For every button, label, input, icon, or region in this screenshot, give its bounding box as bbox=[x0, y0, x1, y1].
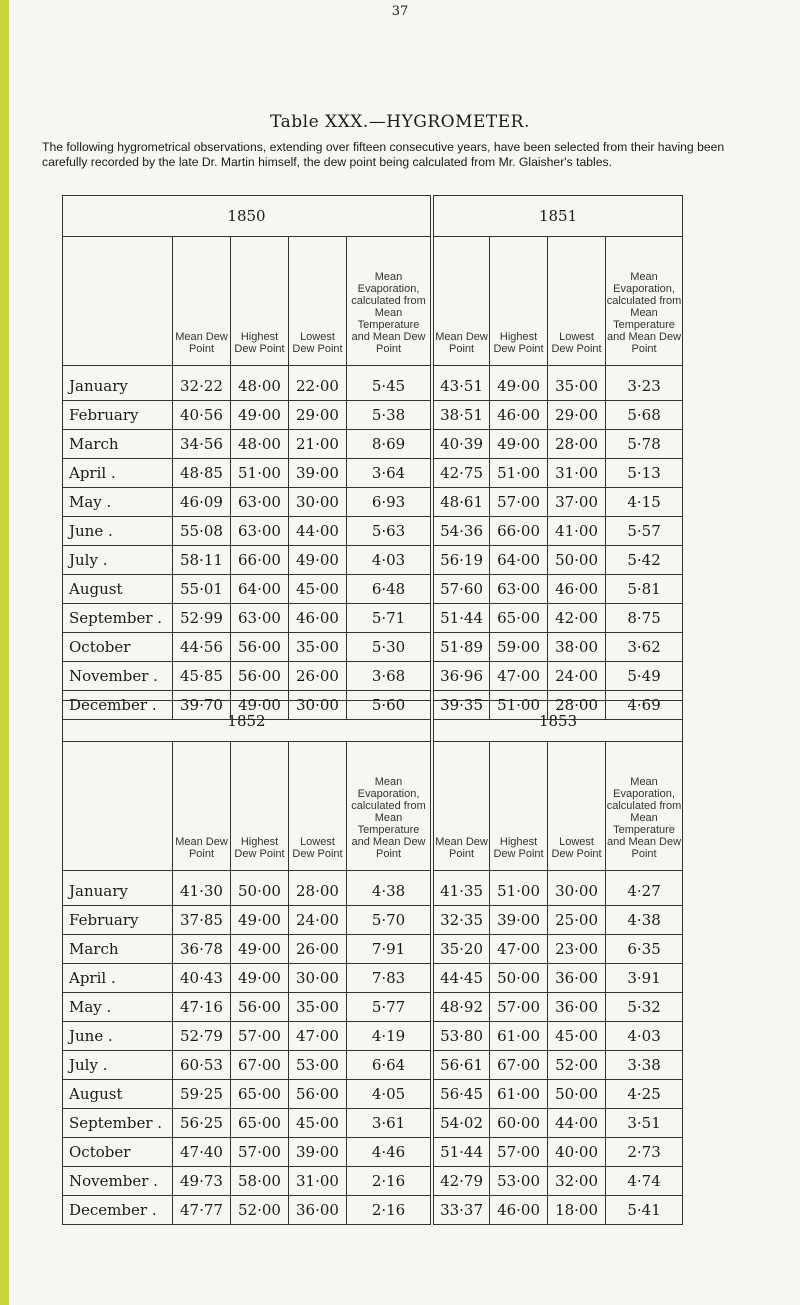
value-cell: 52·79 bbox=[173, 1022, 231, 1051]
value-cell: 51·44 bbox=[434, 1138, 490, 1167]
value-cell: 58·00 bbox=[231, 1167, 289, 1196]
table-row bbox=[63, 604, 683, 633]
value-cell: 36·00 bbox=[289, 1196, 347, 1225]
value-cell: 52·99 bbox=[173, 604, 231, 633]
value-cell: 23·00 bbox=[548, 935, 606, 964]
value-cell: 49·00 bbox=[231, 401, 289, 430]
value-cell: 3·64 bbox=[347, 459, 431, 488]
value-cell: 46·00 bbox=[289, 604, 347, 633]
hygrometer-table-1852-1853 bbox=[62, 700, 683, 1225]
value-cell: 66·00 bbox=[490, 517, 548, 546]
value-cell: 24·00 bbox=[548, 662, 606, 691]
value-cell: 6·35 bbox=[606, 935, 683, 964]
value-cell: 57·00 bbox=[231, 1138, 289, 1167]
table-row bbox=[63, 1051, 683, 1080]
value-cell: 18·00 bbox=[548, 1196, 606, 1225]
value-cell: 43·51 bbox=[434, 366, 490, 401]
value-cell: 36·96 bbox=[434, 662, 490, 691]
column-header: Mean Dew Point bbox=[173, 742, 231, 871]
month-label: September . bbox=[63, 1109, 173, 1138]
page-title: Table XXX.—HYGROMETER. bbox=[270, 112, 530, 132]
table-row bbox=[63, 517, 683, 546]
value-cell: 31·00 bbox=[289, 1167, 347, 1196]
value-cell: 56·00 bbox=[289, 1080, 347, 1109]
value-cell: 56·00 bbox=[231, 633, 289, 662]
value-cell: 67·00 bbox=[231, 1051, 289, 1080]
value-cell: 5·49 bbox=[606, 662, 683, 691]
value-cell: 3·62 bbox=[606, 633, 683, 662]
value-cell: 4·15 bbox=[606, 488, 683, 517]
value-cell: 7·83 bbox=[347, 964, 431, 993]
value-cell: 3·38 bbox=[606, 1051, 683, 1080]
value-cell: 5·45 bbox=[347, 366, 431, 401]
value-cell: 6·93 bbox=[347, 488, 431, 517]
value-cell: 65·00 bbox=[490, 604, 548, 633]
table-row bbox=[63, 1080, 683, 1109]
table-row bbox=[63, 1196, 683, 1225]
value-cell: 5·30 bbox=[347, 633, 431, 662]
value-cell: 30·00 bbox=[289, 964, 347, 993]
column-header: Mean Dew Point bbox=[434, 742, 490, 871]
table-row bbox=[63, 575, 683, 604]
value-cell: 57·00 bbox=[231, 1022, 289, 1051]
value-cell: 67·00 bbox=[490, 1051, 548, 1080]
value-cell: 25·00 bbox=[548, 906, 606, 935]
value-cell: 63·00 bbox=[231, 517, 289, 546]
value-cell: 39·00 bbox=[289, 459, 347, 488]
intro-text: The following hygrometrical observations, extending over fifteen consecutive years, have been selected from their having been carefully recorded by the late Dr. Martin himself, the dew point being calculated from Mr. Glaisher's tables. bbox=[42, 140, 725, 169]
value-cell: 38·51 bbox=[434, 401, 490, 430]
value-cell: 51·44 bbox=[434, 604, 490, 633]
value-cell: 59·00 bbox=[490, 633, 548, 662]
value-cell: 52·00 bbox=[231, 1196, 289, 1225]
month-label: October bbox=[63, 633, 173, 662]
value-cell: 51·00 bbox=[231, 459, 289, 488]
value-cell: 37·85 bbox=[173, 906, 231, 935]
value-cell: 63·00 bbox=[231, 488, 289, 517]
value-cell: 3·91 bbox=[606, 964, 683, 993]
month-label: August bbox=[63, 575, 173, 604]
table-row bbox=[63, 906, 683, 935]
value-cell: 5·81 bbox=[606, 575, 683, 604]
value-cell: 44·45 bbox=[434, 964, 490, 993]
value-cell: 55·01 bbox=[173, 575, 231, 604]
value-cell: 49·00 bbox=[231, 964, 289, 993]
month-label: April . bbox=[63, 459, 173, 488]
value-cell: 6·64 bbox=[347, 1051, 431, 1080]
value-cell: 45·00 bbox=[289, 575, 347, 604]
value-cell: 46·00 bbox=[490, 401, 548, 430]
value-cell: 60·53 bbox=[173, 1051, 231, 1080]
value-cell: 36·00 bbox=[548, 993, 606, 1022]
value-cell: 5·77 bbox=[347, 993, 431, 1022]
value-cell: 5·70 bbox=[347, 906, 431, 935]
hygrometer-table-1850-1851 bbox=[62, 195, 683, 720]
value-cell: 4·25 bbox=[606, 1080, 683, 1109]
month-label: July . bbox=[63, 546, 173, 575]
value-cell: 63·00 bbox=[490, 575, 548, 604]
year-heading: 1851 bbox=[434, 196, 683, 237]
month-label: January bbox=[63, 366, 173, 401]
column-header: Lowest Dew Point bbox=[548, 742, 606, 871]
value-cell: 4·38 bbox=[606, 906, 683, 935]
table-row bbox=[63, 430, 683, 459]
table-row bbox=[63, 871, 683, 906]
value-cell: 22·00 bbox=[289, 366, 347, 401]
table-row bbox=[63, 1138, 683, 1167]
table-row bbox=[63, 1022, 683, 1051]
value-cell: 50·00 bbox=[548, 546, 606, 575]
value-cell: 5·41 bbox=[606, 1196, 683, 1225]
value-cell: 39·00 bbox=[289, 1138, 347, 1167]
value-cell: 8·75 bbox=[606, 604, 683, 633]
value-cell: 56·19 bbox=[434, 546, 490, 575]
column-header: Lowest Dew Point bbox=[548, 237, 606, 366]
value-cell: 37·00 bbox=[548, 488, 606, 517]
value-cell: 30·00 bbox=[289, 488, 347, 517]
value-cell: 35·00 bbox=[548, 366, 606, 401]
column-header: Lowest Dew Point bbox=[289, 742, 347, 871]
value-cell: 29·00 bbox=[548, 401, 606, 430]
value-cell: 55·08 bbox=[173, 517, 231, 546]
value-cell: 2·16 bbox=[347, 1167, 431, 1196]
value-cell: 48·00 bbox=[231, 366, 289, 401]
value-cell: 41·35 bbox=[434, 871, 490, 906]
value-cell: 4·74 bbox=[606, 1167, 683, 1196]
value-cell: 51·00 bbox=[490, 459, 548, 488]
month-label: December . bbox=[63, 1196, 173, 1225]
value-cell: 49·00 bbox=[231, 691, 289, 720]
table-row bbox=[63, 459, 683, 488]
value-cell: 42·00 bbox=[548, 604, 606, 633]
value-cell: 47·77 bbox=[173, 1196, 231, 1225]
value-cell: 39·00 bbox=[490, 906, 548, 935]
table-row bbox=[63, 935, 683, 964]
value-cell: 49·00 bbox=[490, 366, 548, 401]
value-cell: 30·00 bbox=[289, 691, 347, 720]
table-row bbox=[63, 401, 683, 430]
value-cell: 41·00 bbox=[548, 517, 606, 546]
value-cell: 61·00 bbox=[490, 1022, 548, 1051]
value-cell: 65·00 bbox=[231, 1080, 289, 1109]
value-cell: 5·57 bbox=[606, 517, 683, 546]
value-cell: 32·00 bbox=[548, 1167, 606, 1196]
month-label: May . bbox=[63, 993, 173, 1022]
value-cell: 4·03 bbox=[606, 1022, 683, 1051]
value-cell: 66·00 bbox=[231, 546, 289, 575]
value-cell: 30·00 bbox=[548, 871, 606, 906]
value-cell: 2·73 bbox=[606, 1138, 683, 1167]
column-header: Highest Dew Point bbox=[231, 237, 289, 366]
value-cell: 28·00 bbox=[289, 871, 347, 906]
value-cell: 60·00 bbox=[490, 1109, 548, 1138]
value-cell: 56·00 bbox=[231, 662, 289, 691]
value-cell: 39·35 bbox=[434, 691, 490, 720]
year-heading: 1853 bbox=[434, 701, 683, 742]
value-cell: 46·09 bbox=[173, 488, 231, 517]
value-cell: 42·79 bbox=[434, 1167, 490, 1196]
value-cell: 5·71 bbox=[347, 604, 431, 633]
value-cell: 54·36 bbox=[434, 517, 490, 546]
month-label: June . bbox=[63, 517, 173, 546]
value-cell: 36·00 bbox=[548, 964, 606, 993]
value-cell: 51·00 bbox=[490, 691, 548, 720]
value-cell: 39·70 bbox=[173, 691, 231, 720]
value-cell: 3·51 bbox=[606, 1109, 683, 1138]
value-cell: 63·00 bbox=[231, 604, 289, 633]
value-cell: 44·00 bbox=[548, 1109, 606, 1138]
value-cell: 56·45 bbox=[434, 1080, 490, 1109]
value-cell: 48·92 bbox=[434, 993, 490, 1022]
value-cell: 65·00 bbox=[231, 1109, 289, 1138]
value-cell: 5·68 bbox=[606, 401, 683, 430]
value-cell: 4·27 bbox=[606, 871, 683, 906]
value-cell: 35·00 bbox=[289, 633, 347, 662]
value-cell: 3·23 bbox=[606, 366, 683, 401]
table-row bbox=[63, 546, 683, 575]
value-cell: 24·00 bbox=[289, 906, 347, 935]
value-cell: 3·61 bbox=[347, 1109, 431, 1138]
value-cell: 57·00 bbox=[490, 1138, 548, 1167]
value-cell: 38·00 bbox=[548, 633, 606, 662]
month-label: September . bbox=[63, 604, 173, 633]
month-label: December . bbox=[63, 691, 173, 720]
column-header: Highest Dew Point bbox=[490, 237, 548, 366]
value-cell: 53·80 bbox=[434, 1022, 490, 1051]
column-header: Mean Evaporation, calculated from Mean Temperature and Mean Dew Point bbox=[347, 237, 431, 366]
page-edge-bar bbox=[0, 0, 9, 1305]
value-cell: 53·00 bbox=[289, 1051, 347, 1080]
value-cell: 21·00 bbox=[289, 430, 347, 459]
value-cell: 7·91 bbox=[347, 935, 431, 964]
value-cell: 50·00 bbox=[548, 1080, 606, 1109]
month-label: November . bbox=[63, 1167, 173, 1196]
value-cell: 6·48 bbox=[347, 575, 431, 604]
value-cell: 26·00 bbox=[289, 662, 347, 691]
year-heading: 1852 bbox=[63, 701, 431, 742]
column-header: Lowest Dew Point bbox=[289, 237, 347, 366]
value-cell: 34·56 bbox=[173, 430, 231, 459]
value-cell: 47·40 bbox=[173, 1138, 231, 1167]
value-cell: 57·00 bbox=[490, 488, 548, 517]
value-cell: 5·78 bbox=[606, 430, 683, 459]
month-label: February bbox=[63, 401, 173, 430]
month-label: October bbox=[63, 1138, 173, 1167]
value-cell: 49·00 bbox=[231, 906, 289, 935]
value-cell: 32·35 bbox=[434, 906, 490, 935]
value-cell: 33·37 bbox=[434, 1196, 490, 1225]
column-header: Mean Evaporation, calculated from Mean Temperature and Mean Dew Point bbox=[347, 742, 431, 871]
table-row bbox=[63, 366, 683, 401]
month-header-blank bbox=[63, 742, 173, 871]
value-cell: 61·00 bbox=[490, 1080, 548, 1109]
value-cell: 45·85 bbox=[173, 662, 231, 691]
value-cell: 28·00 bbox=[548, 430, 606, 459]
value-cell: 5·60 bbox=[347, 691, 431, 720]
column-header: Mean Dew Point bbox=[434, 237, 490, 366]
column-header: Mean Evaporation, calculated from Mean Temperature and Mean Dew Point bbox=[606, 237, 683, 366]
value-cell: 44·00 bbox=[289, 517, 347, 546]
value-cell: 45·00 bbox=[548, 1022, 606, 1051]
column-header: Mean Dew Point bbox=[173, 237, 231, 366]
value-cell: 4·19 bbox=[347, 1022, 431, 1051]
value-cell: 40·00 bbox=[548, 1138, 606, 1167]
value-cell: 58·11 bbox=[173, 546, 231, 575]
month-label: May . bbox=[63, 488, 173, 517]
value-cell: 44·56 bbox=[173, 633, 231, 662]
value-cell: 5·32 bbox=[606, 993, 683, 1022]
month-label: February bbox=[63, 906, 173, 935]
table-row bbox=[63, 993, 683, 1022]
value-cell: 47·00 bbox=[289, 1022, 347, 1051]
value-cell: 35·20 bbox=[434, 935, 490, 964]
value-cell: 48·00 bbox=[231, 430, 289, 459]
value-cell: 29·00 bbox=[289, 401, 347, 430]
value-cell: 46·00 bbox=[490, 1196, 548, 1225]
value-cell: 2·16 bbox=[347, 1196, 431, 1225]
value-cell: 59·25 bbox=[173, 1080, 231, 1109]
value-cell: 53·00 bbox=[490, 1167, 548, 1196]
value-cell: 51·00 bbox=[490, 871, 548, 906]
value-cell: 54·02 bbox=[434, 1109, 490, 1138]
value-cell: 47·00 bbox=[490, 935, 548, 964]
value-cell: 50·00 bbox=[231, 871, 289, 906]
value-cell: 40·39 bbox=[434, 430, 490, 459]
value-cell: 49·73 bbox=[173, 1167, 231, 1196]
column-header: Highest Dew Point bbox=[490, 742, 548, 871]
value-cell: 47·00 bbox=[490, 662, 548, 691]
value-cell: 5·38 bbox=[347, 401, 431, 430]
value-cell: 64·00 bbox=[490, 546, 548, 575]
value-cell: 49·00 bbox=[231, 935, 289, 964]
value-cell: 4·05 bbox=[347, 1080, 431, 1109]
value-cell: 45·00 bbox=[289, 1109, 347, 1138]
value-cell: 4·38 bbox=[347, 871, 431, 906]
value-cell: 47·16 bbox=[173, 993, 231, 1022]
month-label: January bbox=[63, 871, 173, 906]
value-cell: 5·13 bbox=[606, 459, 683, 488]
month-label: March bbox=[63, 430, 173, 459]
table-row bbox=[63, 964, 683, 993]
value-cell: 48·61 bbox=[434, 488, 490, 517]
value-cell: 36·78 bbox=[173, 935, 231, 964]
month-header-blank bbox=[63, 237, 173, 366]
table-row bbox=[63, 633, 683, 662]
year-heading: 1850 bbox=[63, 196, 431, 237]
value-cell: 4·69 bbox=[606, 691, 683, 720]
value-cell: 5·42 bbox=[606, 546, 683, 575]
value-cell: 26·00 bbox=[289, 935, 347, 964]
value-cell: 48·85 bbox=[173, 459, 231, 488]
value-cell: 64·00 bbox=[231, 575, 289, 604]
value-cell: 5·63 bbox=[347, 517, 431, 546]
value-cell: 49·00 bbox=[490, 430, 548, 459]
value-cell: 31·00 bbox=[548, 459, 606, 488]
value-cell: 4·46 bbox=[347, 1138, 431, 1167]
page-number: 37 bbox=[391, 4, 409, 19]
month-label: June . bbox=[63, 1022, 173, 1051]
value-cell: 40·56 bbox=[173, 401, 231, 430]
table-row bbox=[63, 1109, 683, 1138]
value-cell: 41·30 bbox=[173, 871, 231, 906]
value-cell: 3·68 bbox=[347, 662, 431, 691]
value-cell: 42·75 bbox=[434, 459, 490, 488]
month-label: March bbox=[63, 935, 173, 964]
table-row bbox=[63, 1167, 683, 1196]
value-cell: 51·89 bbox=[434, 633, 490, 662]
value-cell: 32·22 bbox=[173, 366, 231, 401]
table-row bbox=[63, 488, 683, 517]
column-header: Mean Evaporation, calculated from Mean Temperature and Mean Dew Point bbox=[606, 742, 683, 871]
month-label: November . bbox=[63, 662, 173, 691]
value-cell: 50·00 bbox=[490, 964, 548, 993]
month-label: August bbox=[63, 1080, 173, 1109]
month-label: April . bbox=[63, 964, 173, 993]
value-cell: 56·25 bbox=[173, 1109, 231, 1138]
value-cell: 56·61 bbox=[434, 1051, 490, 1080]
value-cell: 49·00 bbox=[289, 546, 347, 575]
value-cell: 4·03 bbox=[347, 546, 431, 575]
value-cell: 35·00 bbox=[289, 993, 347, 1022]
table-row bbox=[63, 662, 683, 691]
value-cell: 46·00 bbox=[548, 575, 606, 604]
value-cell: 57·00 bbox=[490, 993, 548, 1022]
intro-paragraph bbox=[42, 140, 762, 169]
value-cell: 57·60 bbox=[434, 575, 490, 604]
value-cell: 56·00 bbox=[231, 993, 289, 1022]
column-header: Highest Dew Point bbox=[231, 742, 289, 871]
value-cell: 40·43 bbox=[173, 964, 231, 993]
value-cell: 8·69 bbox=[347, 430, 431, 459]
value-cell: 52·00 bbox=[548, 1051, 606, 1080]
value-cell: 28·00 bbox=[548, 691, 606, 720]
month-label: July . bbox=[63, 1051, 173, 1080]
